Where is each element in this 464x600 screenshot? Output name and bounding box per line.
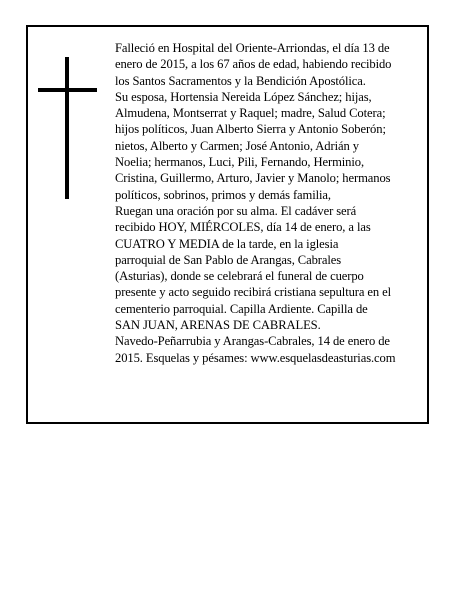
obituary-text xyxy=(115,40,431,366)
text-line: los Santos Sacramentos y la Bendición Apostólica. xyxy=(115,73,366,88)
text-line: recibido HOY, MIÉRCOLES, día 14 de enero, a las xyxy=(115,220,371,235)
text-line: 2015. Esquelas y pésames: www.esquelasdeasturias.com xyxy=(115,350,396,365)
obituary-notice xyxy=(26,25,429,424)
cross-horizontal-bar xyxy=(38,88,97,92)
text-line: enero de 2015, a los 67 años de edad, habiendo recibido xyxy=(115,57,392,72)
text-line: Su esposa, Hortensia Nereida López Sánchez; hijas, xyxy=(115,89,372,104)
text-line: Falleció en Hospital del Oriente-Arriondas, el día 13 de xyxy=(115,41,390,55)
text-line: cementerio parroquial. Capilla Ardiente. Capilla de xyxy=(115,301,368,316)
text-line: Cristina, Guillermo, Arturo, Javier y Manolo; hermanos xyxy=(115,171,391,186)
text-line: Noelia; hermanos, Luci, Pili, Fernando, Herminio, xyxy=(115,155,365,170)
text-line: (Asturias), donde se celebrará el funeral de cuerpo xyxy=(115,269,364,284)
text-line: SAN JUAN, ARENAS DE CABRALES. xyxy=(115,318,321,333)
text-line: nietos, Alberto y Carmen; José Antonio, Adrián y xyxy=(115,138,359,153)
text-line: parroquial de San Pablo de Arangas, Cabrales xyxy=(115,252,342,267)
cross-vertical-bar xyxy=(65,57,69,199)
cross-icon xyxy=(38,57,98,199)
text-line: Ruegan una oración por su alma. El cadáver será xyxy=(115,203,357,218)
text-line: presente y acto seguido recibirá cristiana sepultura en el xyxy=(115,285,392,300)
text-line: Navedo-Peñarrubia y Arangas-Cabrales, 14 de enero de xyxy=(115,334,390,349)
text-line: políticos, sobrinos, primos y demás familia, xyxy=(115,187,331,202)
text-line: Almudena, Montserrat y Raquel; madre, Salud Cotera; xyxy=(115,106,386,121)
text-line: CUATRO Y MEDIA de la tarde, en la iglesia xyxy=(115,236,339,251)
text-line: hijos políticos, Juan Alberto Sierra y Antonio Soberón; xyxy=(115,122,386,137)
